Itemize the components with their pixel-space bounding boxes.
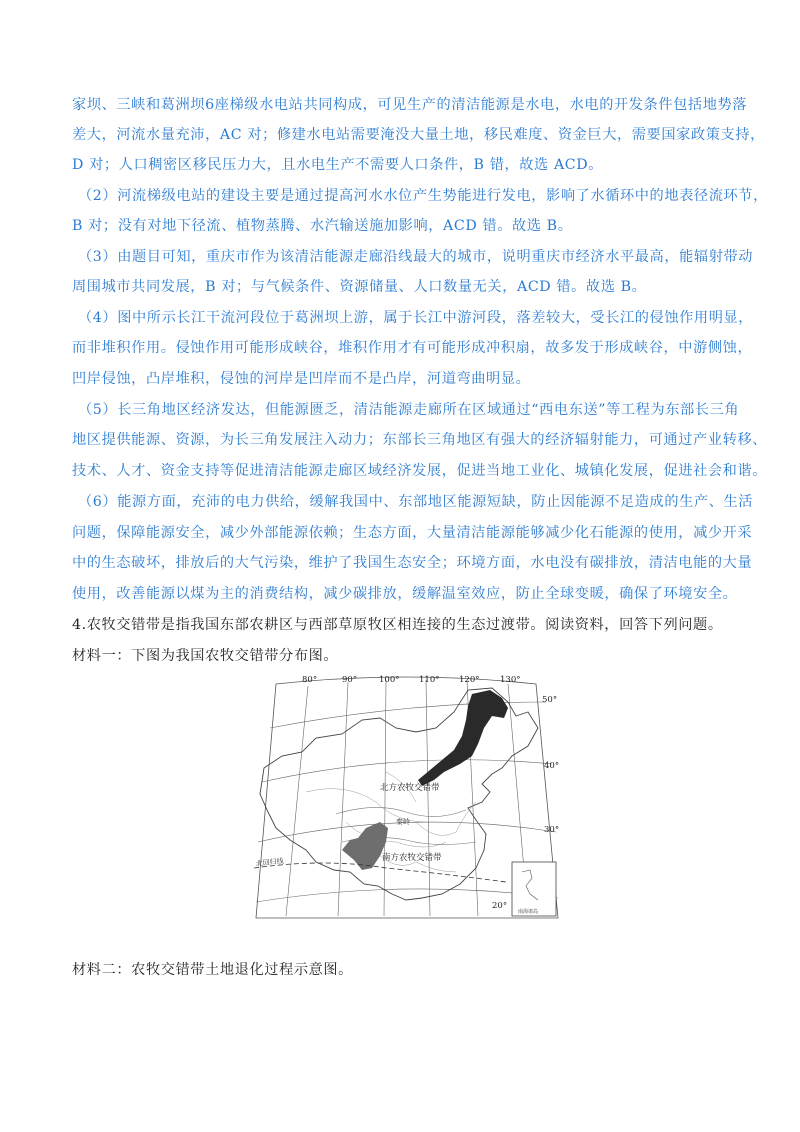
tropic-label: 北回归线	[255, 857, 285, 868]
answer-line: 而非堆积作用。侵蚀作用可能形成峡谷，堆积作用才有可能形成冲积扇，故多发于形成峡谷，中游侧蚀，	[72, 340, 753, 356]
question-intro: 4.农牧交错带是指我国东部农耕区与西部草原牧区相连接的生态过渡带。阅读资料，回答下列问题。	[72, 617, 723, 633]
lon-label: 80°	[302, 675, 318, 685]
answer-line: （6）能源方面，充沛的电力供给，缓解我国中、东部地区能源短缺，防止因能源不足造成的生产、生活	[78, 494, 754, 510]
answer-line: 使用，改善能源以煤为主的消费结构，减少碳排放，缓解温室效应，防止全球变暖，确保了环境安全。	[72, 586, 738, 602]
material-2-caption: 材料二：农牧交错带土地退化过程示意图。	[72, 962, 353, 978]
lon-label: 120°	[459, 675, 480, 685]
answer-line: B 对；没有对地下径流、植物蒸腾、水汽输送施加影响，ACD 错。故选 B。	[72, 218, 573, 234]
qinling-label: 秦岭	[396, 818, 410, 826]
farming-pastoral-zone-map	[246, 672, 568, 930]
lat-label: 50°	[542, 695, 558, 705]
answer-line: 地区提供能源、资源，为长三角发展注入动力；东部长三角地区有强大的经济辐射能力，可通过产业转移、	[72, 432, 768, 448]
answer-line: D 对；人口稠密区移民压力大，且水电生产不需要人口条件，B 错，故选 ACD。	[72, 157, 604, 173]
answer-line: 周围城市共同发展，B 对；与气候条件、资源储量、人口数量无关，ACD 错。故选 B。	[72, 279, 647, 295]
answer-line: 差大，河流水量充沛，AC 对；修建水电站需要淹没大量土地，移民难度、资金巨大，需要国家政策支持，	[72, 127, 765, 143]
lat-label: 30°	[544, 825, 560, 835]
answer-line: （3）由题目可知，重庆市作为该清洁能源走廊沿线最大的城市，说明重庆市经济水平最高，能辐射带动	[78, 249, 754, 265]
lon-label: 130°	[500, 675, 521, 685]
material-1-caption: 材料一：下图为我国农牧交错带分布图。	[72, 648, 339, 664]
north-belt-label: 北方农牧交错带	[380, 783, 440, 793]
answer-line: （2）河流梯级电站的建设主要是通过提高河水水位产生势能进行发电，影响了水循环中的地表径流环节，	[78, 188, 768, 204]
lat-label: 20°	[492, 901, 508, 911]
answer-line: 问题，保障能源安全，减少外部能源依赖；生态方面，大量清洁能源能够减少化石能源的使用，减少开采	[72, 525, 753, 541]
lon-label: 110°	[419, 675, 440, 685]
lon-label: 100°	[379, 675, 400, 685]
south-belt-label: 南方农牧交错带	[382, 853, 442, 863]
answer-line: 技术、人才、资金支持等促进清洁能源走廊区域经济发展，促进当地工业化、城镇化发展，促进社会和谐。	[72, 463, 768, 479]
answer-line: （5）长三角地区经济发达，但能源匮乏，清洁能源走廊所在区域通过“西电东送”等工程为东部长三角	[78, 402, 740, 418]
answer-line: （4）图中所示长江干流河段位于葛洲坝上游，属于长江中游河段，落差较大，受长江的侵蚀作用明显，	[78, 310, 754, 326]
south-china-sea-inset	[512, 862, 556, 916]
answer-line: 中的生态破坏，排放后的大气污染，维护了我国生态安全；环境方面，水电没有碳排放，清洁电能的大量	[72, 555, 753, 571]
answer-line: 凹岸侵蚀，凸岸堆积，侵蚀的河岸是凹岸而不是凸岸，河道弯曲明显。	[72, 371, 531, 387]
lat-label: 40°	[544, 761, 560, 771]
answer-line: 家坝、三峡和葛洲坝6座梯级水电站共同构成，可见生产的清洁能源是水电，水电的开发条件包括地势落	[72, 97, 748, 113]
lon-label: 90°	[342, 675, 358, 685]
inset-label: 南海诸岛	[518, 909, 539, 915]
